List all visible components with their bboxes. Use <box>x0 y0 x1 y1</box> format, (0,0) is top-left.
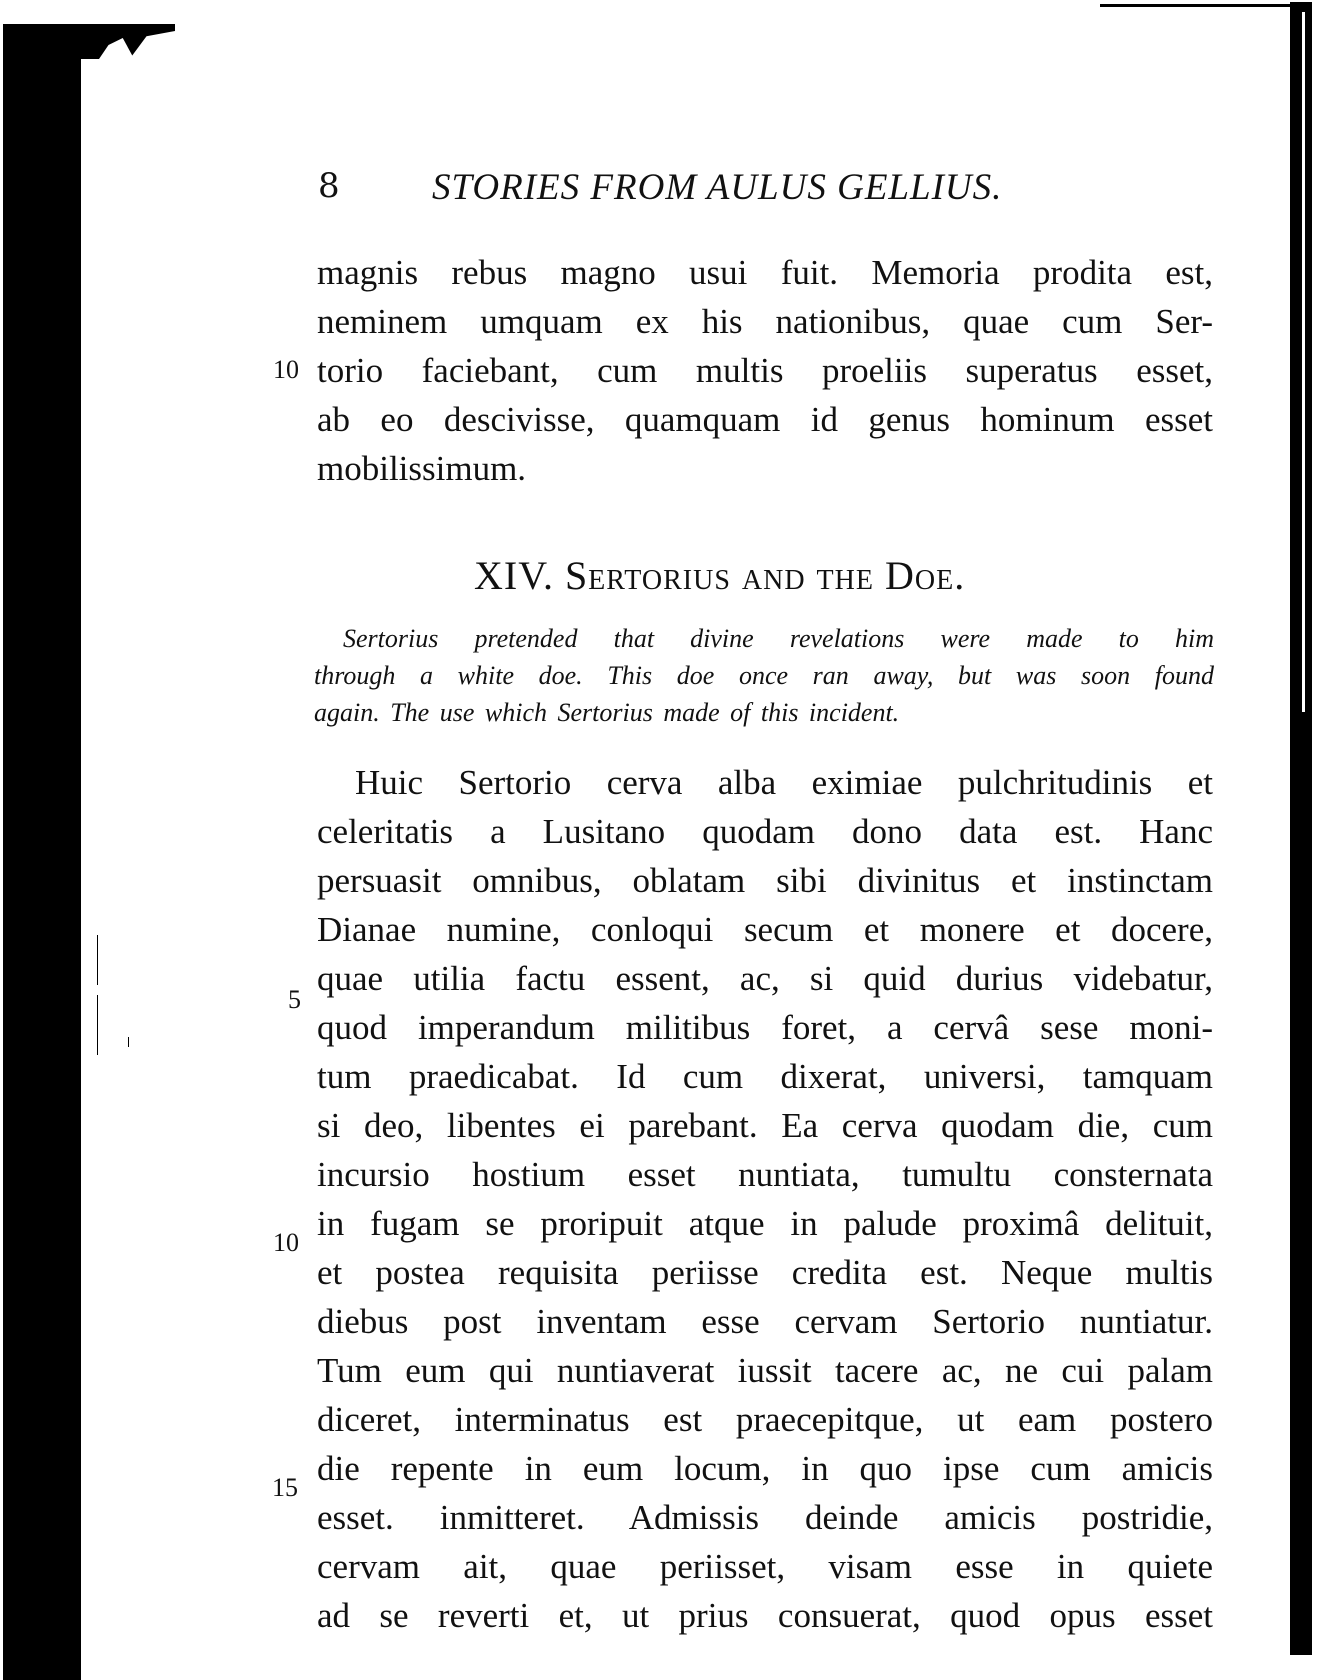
text-line: celeritatis a Lusitano quodam dono data est. Hanc <box>317 812 1213 851</box>
text-line: mobilissimum. <box>317 449 527 488</box>
chapter-heading: XIV. Sertorius and the Doe. <box>474 553 966 598</box>
margin-mark <box>97 935 98 985</box>
text-line: incursio hostium esset nuntiata, tumultu consternata <box>317 1155 1213 1194</box>
line-number: 5 <box>288 985 301 1014</box>
text-line: Huic Sertorio cerva alba eximiae pulchritudinis et <box>355 763 1213 802</box>
line-number: 15 <box>272 1473 298 1502</box>
scan-edge-left <box>3 24 81 1680</box>
summary-line: through a white doe. This doe once ran away, but was soon found <box>314 661 1214 690</box>
text-line: quod imperandum militibus foret, a cervâ sese moni- <box>317 1008 1213 1047</box>
scan-edge-left-notch <box>80 24 175 59</box>
summary-line: again. The use which Sertorius made of this incident. <box>314 698 900 727</box>
text-line: Dianae numine, conloqui secum et monere et docere, <box>317 910 1213 949</box>
text-line: diceret, interminatus est praecepitque, ut eam postero <box>317 1400 1213 1439</box>
summary-line: Sertorius pretended that divine revelations were made to him <box>343 624 1214 653</box>
text-line: torio faciebant, cum multis proeliis superatus esset, <box>317 351 1213 390</box>
text-line: quae utilia factu essent, ac, si quid durius videbatur, <box>317 959 1213 998</box>
margin-mark <box>97 995 98 1055</box>
page-header <box>318 166 1218 206</box>
text-line: in fugam se proripuit atque in palude proximâ delituit, <box>317 1204 1213 1243</box>
text-line: et postea requisita periisse credita est. Neque multis <box>317 1253 1213 1292</box>
text-line: ad se reverti et, ut prius consuerat, quod opus esset <box>317 1596 1213 1635</box>
page-number: 8 <box>318 166 340 206</box>
line-number: 10 <box>273 1228 299 1257</box>
margin-mark <box>128 1037 129 1047</box>
text-line: esset. inmitteret. Admissis deinde amicis postridie, <box>317 1498 1213 1537</box>
text-line: cervam ait, quae periisset, visam esse in quiete <box>317 1547 1213 1586</box>
text-line: persuasit omnibus, oblatam sibi divinitus et instinctam <box>317 861 1213 900</box>
scan-edge-right-gap <box>1302 12 1305 712</box>
scan-edge-right <box>1290 2 1312 1655</box>
text-line: si deo, libentes ei parebant. Ea cerva quodam die, cum <box>317 1106 1213 1145</box>
line-number: 10 <box>273 355 299 384</box>
text-line: diebus post inventam esse cervam Sertorio nuntiatur. <box>317 1302 1213 1341</box>
text-line: neminem umquam ex his nationibus, quae cum Ser- <box>317 302 1213 341</box>
margin-mark <box>80 283 81 313</box>
top-edge-rule <box>1100 4 1290 7</box>
text-line: Tum eum qui nuntiaverat iussit tacere ac, ne cui palam <box>317 1351 1213 1390</box>
text-line: tum praedicabat. Id cum dixerat, universi, tamquam <box>317 1057 1213 1096</box>
running-title: STORIES FROM AULUS GELLIUS. <box>432 167 1003 208</box>
text-line: magnis rebus magno usui fuit. Memoria prodita est, <box>317 253 1213 292</box>
text-line: ab eo descivisse, quamquam id genus hominum esset <box>317 400 1213 439</box>
text-line: die repente in eum locum, in quo ipse cum amicis <box>317 1449 1213 1488</box>
